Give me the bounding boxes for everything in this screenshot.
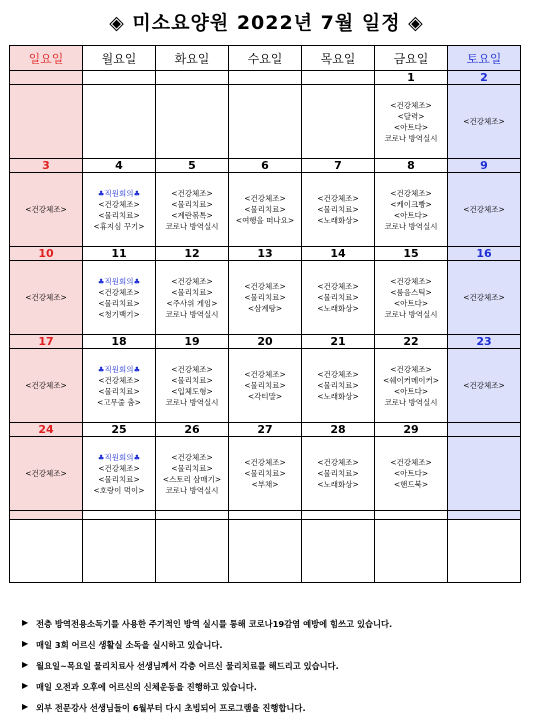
event-item: <케이크빵> [390, 199, 432, 209]
day-events-cell [10, 349, 83, 423]
day-name-friday: 금요일 [375, 46, 448, 71]
blank-cell [448, 520, 521, 583]
day-events-cell [375, 261, 448, 335]
date-number: 15 [375, 247, 448, 261]
event-item: <아트다> [393, 298, 429, 308]
event-item: <노래화상> [317, 392, 359, 401]
event-item: 코로나 방역실시 [384, 309, 438, 319]
day-events-cell [83, 261, 156, 335]
event-item: <건강체조> [171, 276, 213, 286]
day-name-thursday: 목요일 [302, 46, 375, 71]
day-events-cell [302, 437, 375, 511]
event-item: <핸드북> [393, 480, 429, 489]
day-events-cell [10, 261, 83, 335]
events-row [10, 261, 521, 335]
date-number: 19 [156, 335, 229, 349]
day-events-cell [10, 437, 83, 511]
event-item: <건강체조> [98, 463, 140, 473]
arrow-icon: ▶ [22, 618, 29, 627]
event-item: <고무줄 춤> [97, 397, 141, 407]
event-item: <아트다> [393, 122, 429, 132]
day-events-cell [10, 85, 83, 159]
date-number: 22 [375, 335, 448, 349]
event-item: <건강체조> [463, 205, 505, 214]
event-item: <건강체조> [390, 364, 432, 374]
date-number [229, 71, 302, 85]
event-item: <건강체조> [244, 458, 286, 467]
event-item: <건강체조> [463, 381, 505, 390]
date-number: 7 [302, 159, 375, 173]
date-number: 9 [448, 159, 521, 173]
date-number: 6 [229, 159, 302, 173]
date-row [10, 159, 521, 173]
date-number [156, 71, 229, 85]
event-item: <건강체조> [463, 117, 505, 126]
blank-cell [229, 520, 302, 583]
event-item: <건강체조> [390, 188, 432, 198]
date-number: 14 [302, 247, 375, 261]
event-item: <건강체조> [390, 458, 432, 467]
event-item: <호랑이 먹이> [93, 485, 145, 495]
event-item: 코로나 방역실시 [384, 221, 438, 231]
event-item: <건강체조> [244, 282, 286, 291]
day-events-cell [10, 173, 83, 247]
events-row [10, 349, 521, 423]
blank-cell [10, 520, 83, 583]
pad-cell [83, 511, 156, 520]
event-item: 코로나 방역실시 [384, 397, 438, 407]
day-events-cell [83, 437, 156, 511]
date-number: 27 [229, 423, 302, 437]
date-number [448, 423, 521, 437]
event-item: <건강체조> [317, 194, 359, 203]
day-events-cell [375, 349, 448, 423]
event-item: <건강체조> [98, 375, 140, 385]
blank-cell [83, 520, 156, 583]
page-title: ◈ 미소요양원 2022년 7월 일정 ◈ [109, 12, 424, 34]
event-item: 코로나 방역실시 [165, 397, 219, 407]
event-item: <계란볶톡> [171, 210, 213, 220]
pad-cell [10, 511, 83, 520]
day-events-cell [83, 173, 156, 247]
event-item: ♣직원회의♣ [97, 364, 141, 374]
day-events-cell [229, 349, 302, 423]
notes-list [22, 618, 522, 723]
event-item: <물리치료> [98, 298, 140, 308]
day-events-cell [229, 173, 302, 247]
arrow-icon: ▶ [22, 660, 29, 669]
event-item: <노래화상> [317, 216, 359, 225]
date-number: 12 [156, 247, 229, 261]
date-number: 18 [83, 335, 156, 349]
date-number: 1 [375, 71, 448, 85]
date-number: 26 [156, 423, 229, 437]
date-number: 5 [156, 159, 229, 173]
day-events-cell [375, 173, 448, 247]
day-events-cell [375, 437, 448, 511]
event-item: <물리치료> [244, 205, 286, 214]
day-name-row [10, 46, 521, 71]
note-text: 외부 전문강사 선생님들이 6월부터 다시 초빙되어 프로그램을 진행합니다. [36, 703, 306, 713]
note-text: 매일 3회 어르신 생활실 소독을 실시하고 있습니다. [36, 640, 223, 650]
pad-cell [448, 511, 521, 520]
events-row [10, 173, 521, 247]
date-number: 20 [229, 335, 302, 349]
day-name-monday: 월요일 [83, 46, 156, 71]
event-item: <물리치료> [98, 386, 140, 396]
event-item: <건강체조> [317, 370, 359, 379]
event-item: <부채> [251, 480, 279, 489]
date-number: 16 [448, 247, 521, 261]
pad-cell [156, 511, 229, 520]
day-events-cell [229, 85, 302, 159]
date-number: 11 [83, 247, 156, 261]
day-events-cell [448, 261, 521, 335]
event-item: <달력> [397, 111, 425, 121]
event-item: <물리치료> [171, 375, 213, 385]
event-item: <물리치료> [98, 474, 140, 484]
day-events-cell [302, 349, 375, 423]
event-item: <건강체조> [390, 276, 432, 286]
date-number: 8 [375, 159, 448, 173]
note-item [22, 639, 522, 660]
event-item: <건강체조> [317, 282, 359, 291]
day-events-cell [375, 85, 448, 159]
pad-cell [375, 511, 448, 520]
calendar-table [9, 45, 521, 583]
event-item: <물리치료> [317, 293, 359, 302]
event-item: <물리치료> [171, 199, 213, 209]
date-number [302, 71, 375, 85]
event-item: <주사위 게임> [166, 298, 218, 308]
event-item: <물리치료> [317, 381, 359, 390]
date-number: 3 [10, 159, 83, 173]
date-number: 23 [448, 335, 521, 349]
blank-row [10, 520, 521, 583]
event-item: <건강체조> [98, 287, 140, 297]
event-item: <건강체조> [25, 293, 67, 302]
arrow-icon: ▶ [22, 681, 29, 690]
event-item: <아트다> [393, 386, 429, 396]
event-item: ♣직원회의♣ [97, 188, 141, 198]
date-number: 25 [83, 423, 156, 437]
pad-cell [229, 511, 302, 520]
note-text: 월요일~목요일 물리치료사 선생님께서 각층 어르신 물리치료를 해드리고 있습니다. [36, 661, 339, 671]
event-item: <물리치료> [317, 205, 359, 214]
arrow-icon: ▶ [22, 639, 29, 648]
note-item [22, 660, 522, 681]
date-number: 24 [10, 423, 83, 437]
event-item: <건강체조> [25, 469, 67, 478]
event-item: <건강체조> [171, 364, 213, 374]
day-events-cell [302, 85, 375, 159]
event-item: <건강체조> [171, 452, 213, 462]
event-item: <건강체조> [390, 100, 432, 110]
day-events-cell [156, 437, 229, 511]
event-item: <쉐이커메이커> [382, 375, 440, 385]
event-item: 코로나 방역실시 [165, 309, 219, 319]
event-item: <건강체조> [171, 188, 213, 198]
event-item: <노래화상> [317, 304, 359, 313]
day-events-cell [448, 85, 521, 159]
event-item: <물리치료> [171, 287, 213, 297]
events-row [10, 85, 521, 159]
event-item: <물리치료> [244, 469, 286, 478]
event-item: <건강체조> [244, 194, 286, 203]
event-item: <건강체조> [317, 458, 359, 467]
day-events-cell [229, 437, 302, 511]
event-item: <물리치료> [244, 381, 286, 390]
blank-cell [302, 520, 375, 583]
note-item [22, 618, 522, 639]
day-name-saturday: 토요일 [448, 46, 521, 71]
note-item [22, 702, 522, 723]
event-item: <아트다> [393, 469, 429, 478]
event-item: ♣직원회의♣ [97, 276, 141, 286]
event-item: <건강체조> [25, 381, 67, 390]
day-name-tuesday: 화요일 [156, 46, 229, 71]
event-item: <건강체조> [25, 205, 67, 214]
day-events-cell [83, 85, 156, 159]
pad-row [10, 511, 521, 520]
events-row [10, 437, 521, 511]
event-item: <건강체조> [98, 199, 140, 209]
day-events-cell [229, 261, 302, 335]
date-number: 17 [10, 335, 83, 349]
blank-cell [375, 520, 448, 583]
day-events-cell [448, 437, 521, 511]
date-number: 4 [83, 159, 156, 173]
date-number [10, 71, 83, 85]
date-row [10, 71, 521, 85]
blank-cell [156, 520, 229, 583]
day-events-cell [156, 261, 229, 335]
event-item: <물리치료> [98, 210, 140, 220]
event-item: <건강체조> [463, 293, 505, 302]
date-number [83, 71, 156, 85]
event-item: 코로나 방역실시 [384, 133, 438, 143]
day-name-wednesday: 수요일 [229, 46, 302, 71]
day-name-sunday: 일요일 [10, 46, 83, 71]
event-item: <여행을 떠나요> [235, 216, 295, 225]
event-item: <휴지심 꾸기> [93, 221, 145, 231]
event-item: 코로나 방역실시 [165, 221, 219, 231]
note-text: 전층 방역전용소독기를 사용한 주기적인 방역 실시를 통해 코로나19감염 예방에 힘쓰고 있습니다. [36, 619, 393, 629]
event-item: <입체도형> [171, 386, 213, 396]
note-item [22, 681, 522, 702]
event-item: <스토리 삼매기> [162, 474, 222, 484]
day-events-cell [448, 349, 521, 423]
event-item: <아트다> [393, 210, 429, 220]
event-item: <노래화상> [317, 480, 359, 489]
pad-cell [302, 511, 375, 520]
date-number: 10 [10, 247, 83, 261]
date-number: 21 [302, 335, 375, 349]
event-item: <각티말> [247, 392, 283, 401]
event-item: <삼계탕> [247, 304, 283, 313]
day-events-cell [156, 349, 229, 423]
date-number: 13 [229, 247, 302, 261]
event-item: <물리치료> [317, 469, 359, 478]
date-row [10, 247, 521, 261]
event-item: <물리치료> [171, 463, 213, 473]
note-text: 매일 오전과 오후에 어르신의 신체운동을 진행하고 있습니다. [36, 682, 257, 692]
event-item: <룸음스틱> [390, 287, 432, 297]
date-row [10, 423, 521, 437]
event-item: <건강체조> [244, 370, 286, 379]
event-item: <청기백기> [98, 309, 140, 319]
date-number: 29 [375, 423, 448, 437]
arrow-icon: ▶ [22, 702, 29, 711]
day-events-cell [156, 173, 229, 247]
day-events-cell [302, 261, 375, 335]
day-events-cell [302, 173, 375, 247]
date-number: 28 [302, 423, 375, 437]
date-row [10, 335, 521, 349]
day-events-cell [448, 173, 521, 247]
day-events-cell [156, 85, 229, 159]
event-item: ♣직원회의♣ [97, 452, 141, 462]
event-item: <물리치료> [244, 293, 286, 302]
event-item: 코로나 방역실시 [165, 485, 219, 495]
date-number: 2 [448, 71, 521, 85]
day-events-cell [83, 349, 156, 423]
